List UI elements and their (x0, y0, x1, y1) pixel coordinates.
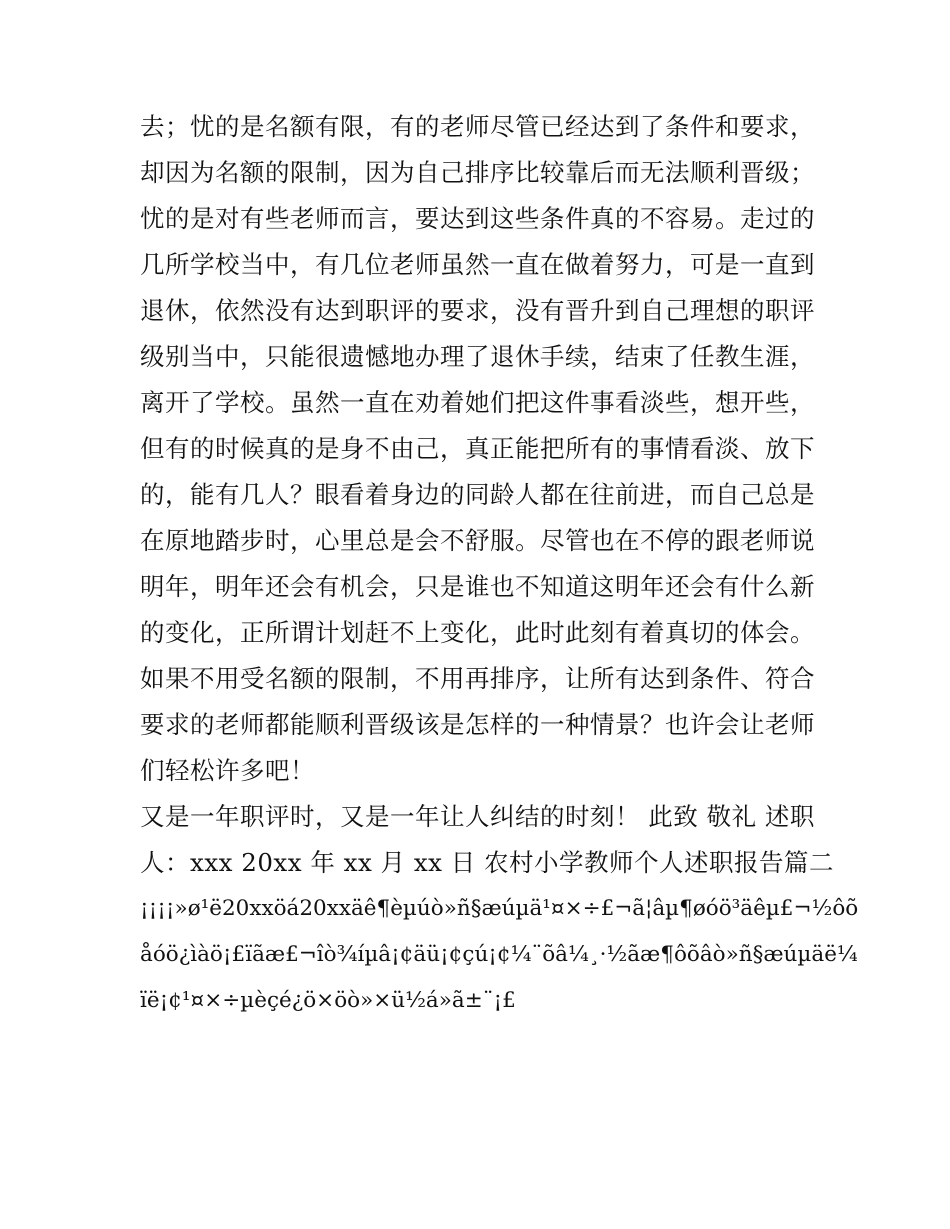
text-line: 们轻松许多吧！ (140, 756, 315, 785)
text-line: 离开了学校。虽然一直在劝着她们把这件事看淡些，想开些， (140, 388, 815, 417)
text-line: 要求的老师都能顺利晋级该是怎样的一种情景？也许会让老师 (140, 710, 815, 739)
text-line: 人：xxx 20xx 年 xx 月 xx 日 农村小学教师个人述职报告篇二 (140, 848, 835, 877)
text-line: 忧的是对有些老师而言，要达到这些条件真的不容易。走过的 (140, 204, 815, 233)
garbled-text-line: ïë¡¢¹¤×÷µèçé¿ö×öò»×ü½á»ã±¨¡£ (140, 988, 516, 1013)
text-line: 级别当中，只能很遗憾地办理了退休手续，结束了任教生涯， (140, 342, 815, 371)
body-text (140, 104, 859, 1024)
text-line: 明年，明年还会有机会，只是谁也不知道这明年还会有什么新 (140, 572, 815, 601)
text-line: 退休，依然没有达到职评的要求，没有晋升到自己理想的职评 (140, 296, 815, 325)
garbled-text-line: åóö¿ìàö¡£ïãæ£¬îò¾íµâ¡¢äü¡¢çú¡¢¼¨õâ¼¸·½ãæ¶ôõâò»ñ§æúµäë¼ (140, 942, 858, 967)
text-line: 但有的时候真的是身不由己，真正能把所有的事情看淡、放下 (140, 434, 815, 463)
text-line: 去；忧的是名额有限，有的老师尽管已经达到了条件和要求， (140, 112, 815, 141)
text-line: 却因为名额的限制，因为自己排序比较靠后而无法顺利晋级； (140, 158, 815, 187)
text-line: 在原地踏步时，心里总是会不舒服。尽管也在不停的跟老师说 (140, 526, 815, 555)
garbled-text-line: ¡¡¡¡»ø¹ë20xxöá20xxäê¶èµúò»ñ§æúµä¹¤×÷£¬ã¦âµ¶øóö³äêµ£¬½ôõ (140, 896, 859, 921)
text-line: 几所学校当中，有几位老师虽然一直在做着努力，可是一直到 (140, 250, 815, 279)
text-line: 的变化，正所谓计划赶不上变化，此时此刻有着真切的体会。 (140, 618, 815, 647)
text-line: 如果不用受名额的限制，不用再排序，让所有达到条件、符合 (140, 664, 815, 693)
text-line: 又是一年职评时，又是一年让人纠结的时刻！ 此致 敬礼 述职 (140, 802, 815, 831)
text-line: 的，能有几人？眼看着身边的同龄人都在往前进，而自己总是 (140, 480, 815, 509)
